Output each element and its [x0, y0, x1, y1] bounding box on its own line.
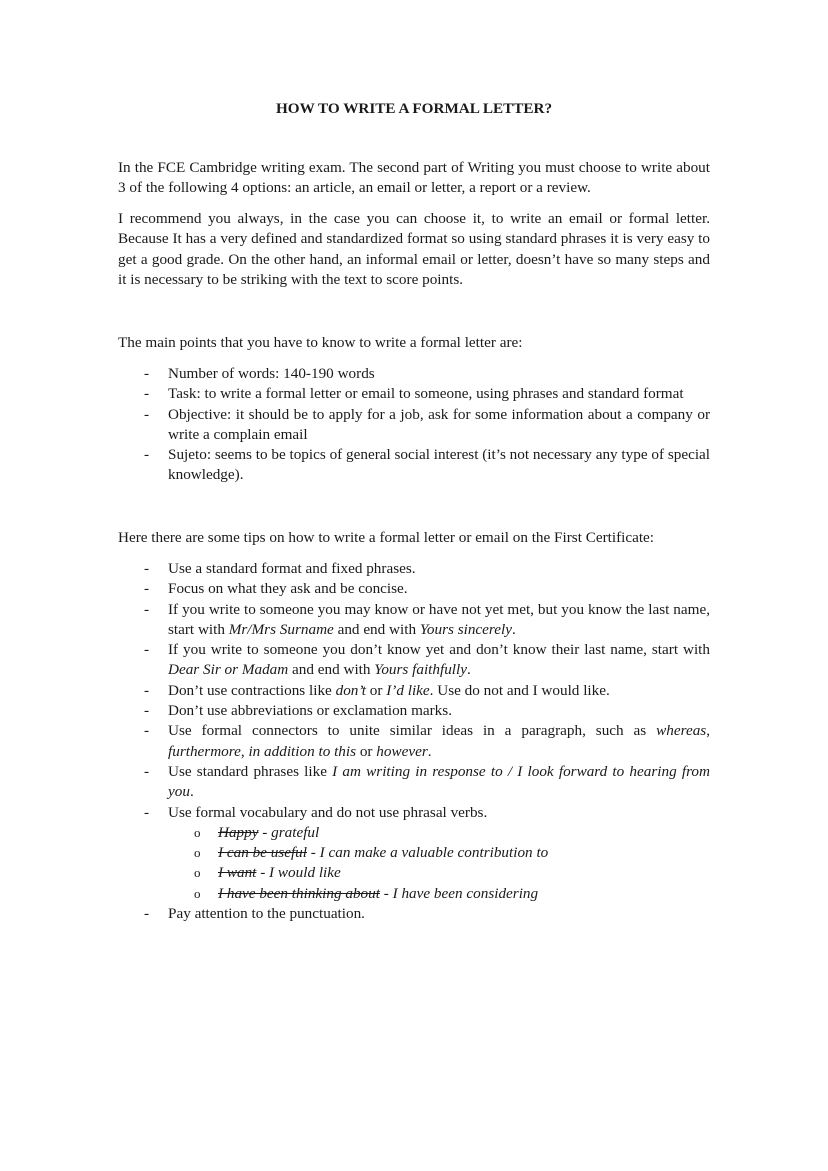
struck-phrase: I want: [218, 864, 257, 882]
list-item: - Don’t use abbreviations or exclamation marks.: [118, 701, 710, 721]
list-item: - Sujeto: seems to be topics of general social interest (it’s not necessary any type of special knowledge).: [144, 446, 710, 484]
list-item: - Use a standard format and fixed phrases.: [118, 559, 710, 579]
intro-paragraph-2: I recommend you always, in the case you can choose it, to write an email or formal letter. Because It has a very defined and standardized format so using standard phrases it is very easy to get a good grade. On the other hand, an informal email or letter, doesn’t have so many steps and it is necessary to be striking with the text to score points.: [118, 210, 710, 288]
dash-bullet-icon: -: [144, 405, 150, 423]
list-item: - Pay attention to the punctuation.: [118, 904, 710, 924]
emphasis: don’t: [335, 681, 366, 699]
tips-list: [118, 559, 710, 924]
struck-phrase: Happy: [218, 823, 259, 841]
list-item: - Use formal connectors to unite similar ideas in a paragraph, such as whereas, furthermore, in addition to this or however.: [144, 722, 710, 760]
list-item: - Use formal vocabulary and do not use phrasal verbs. o Happy - grateful o I can be useful - I can make a valuable contribution to o I want - I would like o I have been thinking about - I have been considering: [118, 803, 710, 904]
circle-bullet-icon: o: [194, 865, 201, 881]
replacement-phrase: - I can make a valuable contribution to: [307, 844, 549, 862]
dash-bullet-icon: -: [144, 365, 150, 382]
replacement-phrase: - grateful: [258, 823, 320, 841]
list-item: - If you write to someone you may know or have not yet met, but you know the last name, start with Mr/Mrs Surname and end with Yours sincerely.: [144, 600, 710, 638]
intro-paragraph-1: In the FCE Cambridge writing exam. The second part of Writing you must choose to write about 3 of the following 4 options: an article, an email or letter, a report or a review.: [118, 159, 710, 197]
emphasis: in addition to this: [248, 742, 357, 760]
tips-heading: Here there are some tips on how to write a formal letter or email on the First Certificate:: [118, 529, 655, 546]
dash-bullet-icon: -: [144, 702, 150, 720]
dash-bullet-icon: -: [144, 580, 150, 598]
emphasis: furthermore: [168, 742, 241, 760]
list-item: - If you write to someone you don’t know yet and don’t know their last name, start with Dear Sir or Madam and end with Yours faithfully.: [144, 641, 710, 679]
emphasis: I’d like: [386, 681, 430, 699]
dash-bullet-icon: -: [144, 446, 150, 464]
vocabulary-sublist: [168, 823, 710, 904]
dash-bullet-icon: -: [144, 641, 150, 659]
struck-phrase: I have been thinking about: [218, 884, 380, 902]
replacement-phrase: - I have been considering: [379, 884, 539, 902]
sublist-item: [168, 884, 710, 904]
dash-bullet-icon: -: [144, 905, 150, 923]
emphasis: whereas: [656, 722, 707, 740]
list-item: - Task: to write a formal letter or email to someone, using phrases and standard format: [118, 384, 710, 404]
dash-bullet-icon: -: [144, 681, 150, 699]
main-points-heading: The main points that you have to know to write a formal letter are:: [118, 334, 523, 351]
emphasis: however: [376, 742, 428, 760]
dash-bullet-icon: -: [144, 560, 150, 577]
dash-bullet-icon: -: [144, 600, 150, 618]
emphasis: I am writing in response to / I look forward to hearing from you: [168, 762, 710, 801]
sublist-item: [168, 823, 710, 843]
sublist-item: [168, 863, 710, 883]
circle-bullet-icon: o: [194, 885, 201, 901]
struck-phrase: I can be useful: [218, 844, 307, 862]
list-item: - Use standard phrases like I am writing in response to / I look forward to hearing from you.: [144, 762, 710, 801]
circle-bullet-icon: o: [194, 845, 201, 861]
page-title: HOW TO WRITE A FORMAL LETTER?: [275, 100, 553, 117]
dash-bullet-icon: -: [144, 762, 150, 780]
emphasis: Mr/Mrs Surname: [228, 620, 334, 638]
emphasis: Yours sincerely: [419, 620, 512, 638]
replacement-phrase: - I would like: [256, 864, 341, 882]
dash-bullet-icon: -: [144, 722, 150, 740]
main-points-list: [118, 364, 710, 486]
list-item: - Focus on what they ask and be concise.: [118, 579, 710, 599]
circle-bullet-icon: o: [194, 824, 201, 840]
sublist-item: [168, 843, 710, 863]
list-item: - Number of words: 140-190 words: [118, 364, 710, 384]
emphasis: Yours faithfully: [374, 661, 467, 679]
emphasis: Dear Sir or Madam: [168, 661, 289, 679]
dash-bullet-icon: -: [144, 385, 150, 403]
list-item: - Don’t use contractions like don’t or I’d like. Use do not and I would like.: [118, 681, 710, 701]
dash-bullet-icon: -: [144, 803, 150, 821]
list-item: - Objective: it should be to apply for a job, ask for some information about a company or write a complain email: [144, 405, 710, 443]
